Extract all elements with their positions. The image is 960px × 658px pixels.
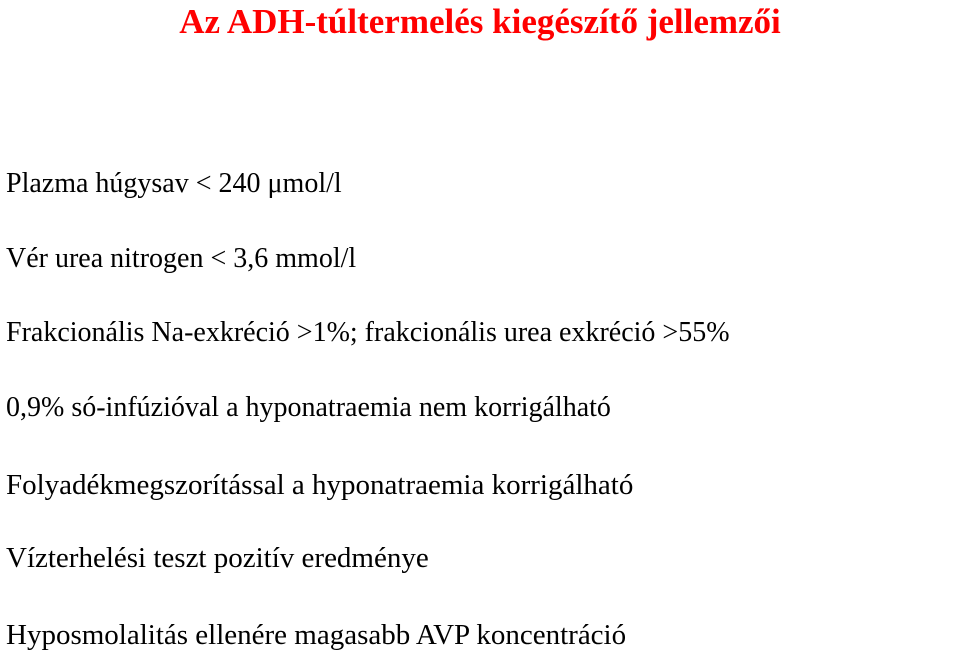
list-item-avp-concentration: Hyposmolalitás ellenére magasabb AVP koncentráció: [6, 619, 627, 651]
list-item-fluid-restriction: Folyadékmegszorítással a hyponatraemia korrigálható: [6, 469, 634, 501]
list-item-saline-infusion: 0,9% só-infúzióval a hyponatraemia nem korrigálható: [6, 392, 611, 423]
list-item-water-load-test: Vízterhelési teszt pozitív eredménye: [6, 542, 429, 574]
slide-title: Az ADH-túltermelés kiegészítő jellemzői: [179, 2, 781, 41]
list-item-uric-acid: Plazma húgysav < 240 μmol/l: [6, 168, 342, 199]
list-item-fractional-excretion: Frakcionális Na-exkréció >1%; frakcionális urea exkréció >55%: [6, 317, 730, 348]
list-item-urea-nitrogen: Vér urea nitrogen < 3,6 mmol/l: [6, 243, 357, 274]
